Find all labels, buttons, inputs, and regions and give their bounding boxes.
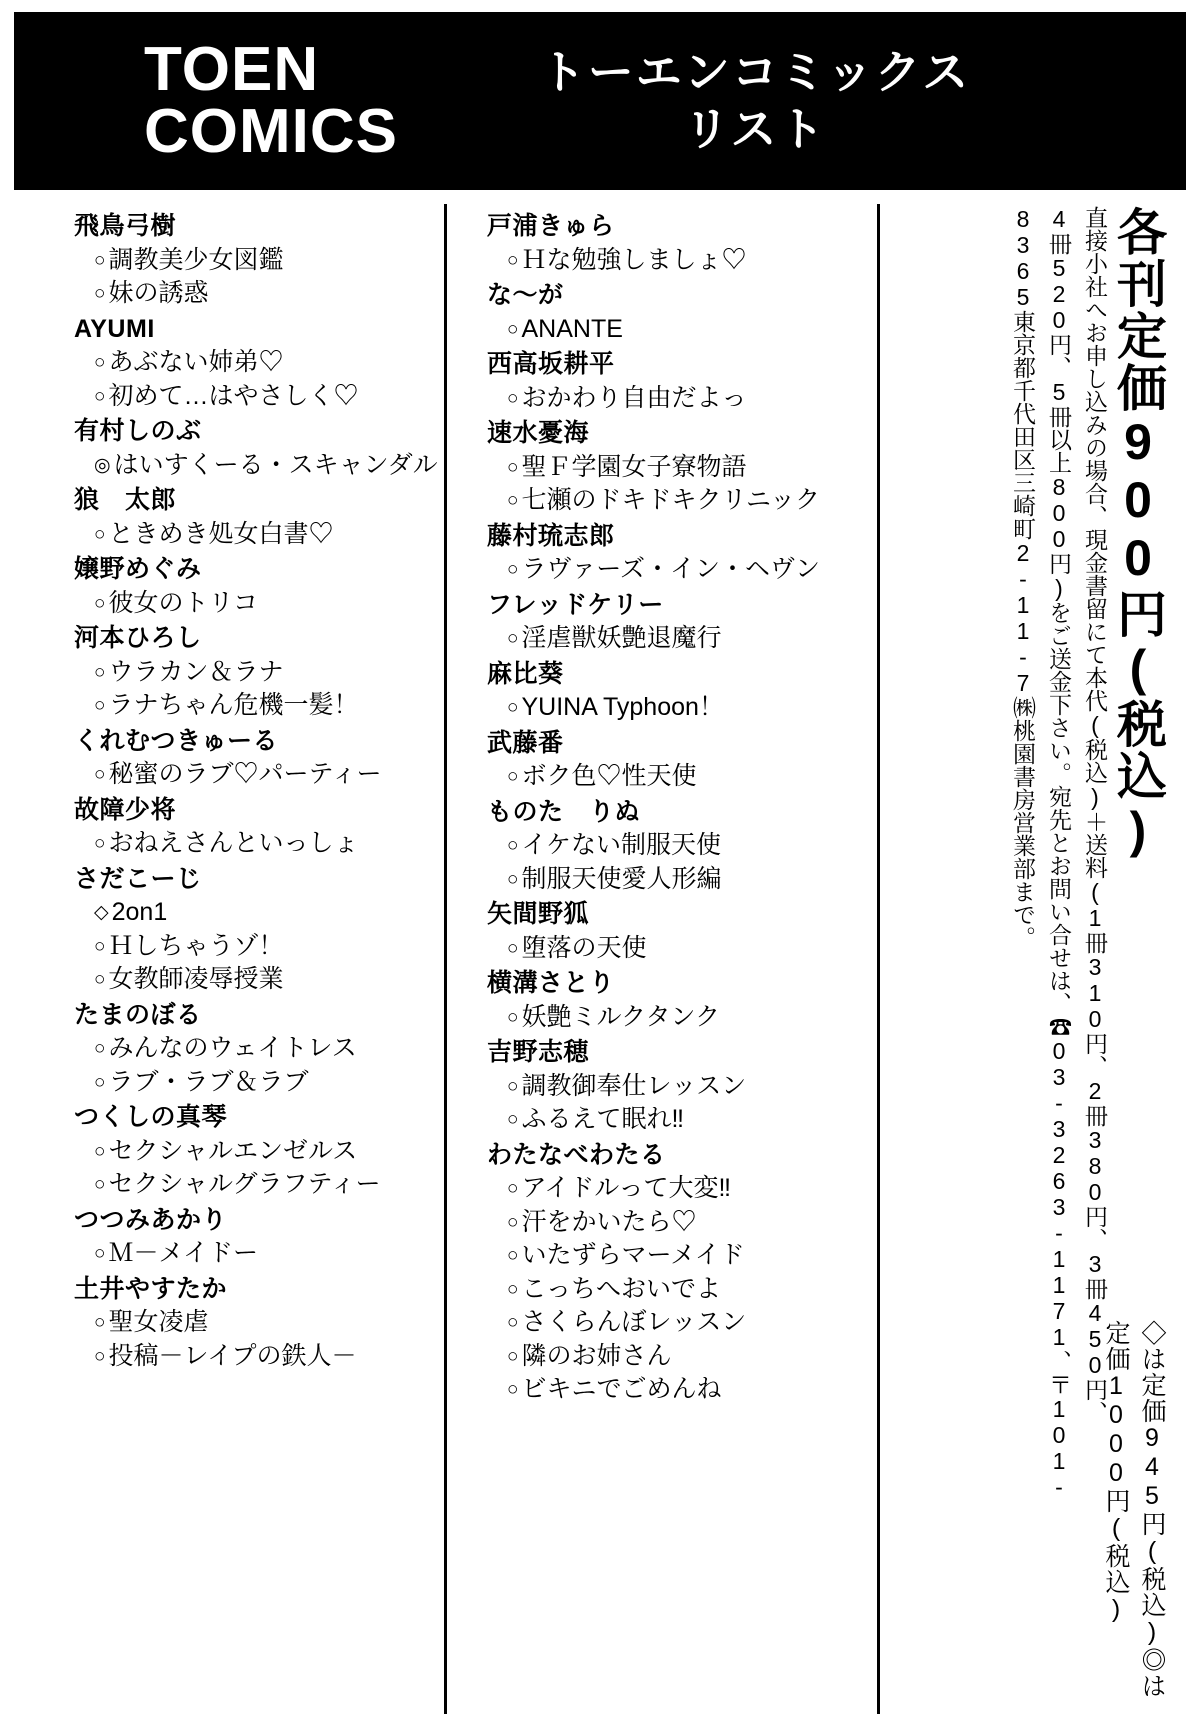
- book-title-text: 彼女のトリコ: [108, 588, 258, 617]
- price-mark-icon: ○: [507, 456, 519, 478]
- book-title-text: セクシャルグラフティー: [108, 1170, 381, 1198]
- price-mark-icon: ○: [94, 249, 106, 271]
- price-mark-icon: ○: [94, 833, 106, 854]
- price-mark-icon: ○: [507, 490, 519, 511]
- price-mark-icon: ○: [94, 385, 106, 407]
- book-title-item: [487, 1306, 877, 1340]
- author-name: フレッドケリー: [487, 590, 664, 619]
- price-mark-icon: ○: [94, 352, 106, 373]
- book-title-item: [74, 518, 444, 552]
- author-name: 嬢野めぐみ: [74, 555, 202, 583]
- book-title-item: [74, 380, 444, 414]
- catalog-column-2: [447, 200, 877, 1718]
- price-mark-icon: ○: [507, 1278, 519, 1300]
- ordering-notice: [880, 200, 1186, 1718]
- book-title-item: [487, 829, 877, 863]
- book-title-item: [487, 244, 877, 278]
- book-title-text: ラナちゃん危機一髪！: [108, 691, 359, 719]
- book-title-text: 投稿－レイプの鉄人－: [108, 1341, 357, 1370]
- book-title-text: 調教美少女図鑑: [108, 245, 284, 274]
- book-title-text: 聖女凌虐: [108, 1308, 209, 1336]
- book-title-item: [74, 896, 444, 930]
- book-title-text: おかわり自由だよっ: [521, 383, 747, 412]
- author-name: 武藤番: [487, 728, 564, 757]
- author-name: 速水憂海: [487, 419, 590, 447]
- book-title-text: 聖Ｆ学園女子寮物語: [521, 452, 747, 481]
- book-title-text: 隣のお姉さん: [521, 1341, 672, 1370]
- price-mark-icon: ○: [94, 523, 106, 545]
- price-mark-icon: ○: [507, 249, 519, 271]
- price-mark-icon: ○: [507, 559, 519, 580]
- book-title-text: こっちへおいでよ: [521, 1274, 721, 1303]
- book-title-text: Ｈしちゃうゾ！: [108, 931, 284, 960]
- book-title-item: [74, 1340, 444, 1374]
- book-title-text: 妹の誘惑: [108, 279, 209, 307]
- price-mark-icon: ○: [507, 1345, 519, 1367]
- price-mark-icon: ○: [94, 661, 106, 683]
- book-title-item: [74, 244, 444, 278]
- book-title-text: 女教師凌辱授業: [108, 965, 284, 993]
- book-title-item: [74, 1306, 444, 1340]
- price-mark-icon: ○: [507, 697, 519, 718]
- book-title-item: [74, 758, 444, 792]
- book-title-text: 制服天使愛人形編: [521, 864, 722, 893]
- book-title-text: はいすくーる・スキャンダル: [113, 450, 438, 479]
- author-name: 有村しのぶ: [74, 417, 202, 445]
- book-title-item: [74, 1032, 444, 1066]
- logo-line-2: COMICS: [144, 97, 398, 166]
- price-mark-icon: ○: [507, 318, 519, 340]
- page-title: [484, 44, 1186, 159]
- book-title-item: [74, 449, 444, 483]
- price-mark-icon: ○: [94, 764, 106, 785]
- book-title-item: [74, 1135, 444, 1169]
- price-mark-icon: ○: [507, 1245, 519, 1266]
- ordering-info-line-1: 直接小社へお申し込みの場合、現金書留にて本代(税込)＋送料(1冊310円、2冊380円、3冊450円、: [1082, 206, 1108, 1424]
- price-mark-icon: ○: [507, 1379, 519, 1400]
- book-title-item: [74, 587, 444, 621]
- price-headline: 各刊定価900円(税込): [1110, 206, 1166, 860]
- toen-comics-logo: [14, 35, 484, 166]
- book-title-text: 淫虐獣妖艶退魔行: [521, 624, 722, 652]
- book-title-text: ANANTE: [521, 314, 623, 343]
- book-title-item: [487, 1206, 877, 1240]
- logo-line-1: TOEN: [144, 35, 320, 104]
- book-title-item: [487, 1340, 877, 1374]
- book-title-text: Ｍ－メイドー: [108, 1239, 258, 1267]
- price-mark-icon: ○: [507, 1211, 519, 1233]
- book-title-item: [487, 484, 877, 518]
- price-mark-icon: ○: [507, 937, 519, 959]
- book-title-item: [74, 963, 444, 997]
- book-title-item: [74, 1168, 444, 1202]
- price-mark-icon: ○: [507, 628, 519, 649]
- price-mark-icon: ○: [507, 835, 519, 856]
- book-title-item: [487, 760, 877, 794]
- book-title-text: 調教御奉仕レッスン: [521, 1071, 747, 1100]
- book-title-item: [487, 1273, 877, 1307]
- author-name: さだこーじ: [74, 864, 202, 893]
- book-title-text: ときめき処女白書♡: [108, 519, 334, 548]
- book-title-text: さくらんぼレッスン: [521, 1308, 747, 1336]
- book-title-item: [487, 1103, 877, 1137]
- book-title-text: 汗をかいたら♡: [521, 1207, 697, 1236]
- author-name: 飛鳥弓樹: [74, 212, 177, 240]
- author-name: 狼 太郎: [74, 486, 177, 514]
- book-title-item: [487, 691, 877, 725]
- page-header: [14, 12, 1186, 190]
- book-title-item: [74, 1066, 444, 1100]
- book-title-text: 堕落の天使: [521, 933, 647, 962]
- price-mark-icon: ○: [507, 766, 519, 787]
- book-title-text: みんなのウェイトレス: [108, 1034, 357, 1062]
- book-title-text: イケない制服天使: [521, 831, 721, 859]
- price-mark-icon: ○: [94, 935, 106, 957]
- book-title-text: ふるえて眠れ‼: [521, 1105, 684, 1133]
- price-mark-icon: ○: [94, 1345, 106, 1367]
- price-footnote: ◇は定価945円(税込)◎は定価1000円(税込): [1102, 1320, 1166, 1699]
- price-mark-icon: ○: [94, 969, 106, 990]
- price-mark-icon: ◇: [94, 902, 109, 923]
- price-mark-icon: ○: [507, 1312, 519, 1333]
- book-title-text: ラヴァーズ・イン・ヘヴン: [521, 555, 820, 583]
- author-name: 藤村琉志郎: [487, 521, 615, 550]
- book-title-item: [487, 1001, 877, 1035]
- price-mark-icon: ○: [507, 1109, 519, 1130]
- author-name: つくしの真琴: [74, 1103, 228, 1131]
- book-title-text: アイドルって大変‼: [521, 1174, 731, 1202]
- book-title-item: [74, 346, 444, 380]
- book-title-text: ラブ・ラブ＆ラブ: [108, 1067, 309, 1096]
- ordering-info-line-3: 8365東京都千代田区三崎町2‐11‐7㈱桃園書房営業部まで。: [1010, 206, 1036, 949]
- price-mark-icon: ○: [94, 1174, 106, 1195]
- author-name: 河本ひろし: [74, 624, 202, 652]
- author-name: くれむつきゅーる: [74, 726, 279, 755]
- price-mark-icon: ○: [94, 592, 106, 614]
- book-title-item: [487, 1239, 877, 1273]
- book-title-text: いたずらマーメイド: [521, 1241, 745, 1269]
- price-mark-icon: ○: [94, 1243, 106, 1264]
- book-title-text: おねえさんといっしょ: [108, 829, 359, 857]
- book-title-item: [487, 863, 877, 897]
- book-title-text: セクシャルエンゼルス: [108, 1136, 358, 1165]
- author-name: 吉野志穂: [487, 1038, 590, 1066]
- book-title-item: [487, 1070, 877, 1104]
- author-name: 麻比葵: [487, 659, 564, 688]
- price-mark-icon: ○: [94, 1038, 106, 1059]
- book-title-item: [487, 382, 877, 416]
- author-name: AYUMI: [74, 314, 155, 343]
- price-mark-icon: ○: [94, 695, 106, 716]
- price-mark-icon: ○: [94, 1071, 106, 1093]
- author-name: 横溝さとり: [487, 969, 615, 997]
- price-mark-icon: ◎: [94, 454, 111, 476]
- book-title-item: [487, 1172, 877, 1206]
- book-title-item: [487, 1373, 877, 1407]
- author-name: な〜が: [487, 281, 564, 309]
- book-title-item: [74, 827, 444, 861]
- author-name: 西高坂耕平: [487, 350, 615, 378]
- author-name: 土井やすたか: [74, 1274, 228, 1303]
- book-title-text: 初めて…はやさしく♡: [108, 381, 359, 410]
- page-title-line-2: リスト: [683, 103, 827, 155]
- book-title-item: [74, 656, 444, 690]
- book-title-text: 妖艶ミルクタンク: [521, 1002, 720, 1031]
- page-title-line-1: トーエンコミックス: [539, 45, 971, 98]
- price-mark-icon: ○: [94, 283, 106, 304]
- book-title-text: Ｈな勉強しましょ♡: [521, 245, 747, 274]
- author-name: 故障少将: [74, 795, 177, 824]
- book-title-text: 秘蜜のラブ♡パーティー: [108, 760, 382, 788]
- book-title-text: YUINA Typhoon！: [521, 693, 724, 721]
- book-title-text: あぶない姉弟♡: [108, 348, 284, 376]
- book-title-item: [487, 622, 877, 656]
- price-mark-icon: ○: [507, 868, 519, 890]
- author-name: ものた りぬ: [487, 797, 641, 826]
- book-title-text: ボク色♡性天使: [521, 762, 697, 790]
- author-name: たまのぼる: [74, 1000, 202, 1029]
- price-mark-icon: ○: [507, 1178, 519, 1199]
- author-name: 戸浦きゅら: [487, 212, 615, 240]
- author-name: つつみあかり: [74, 1205, 228, 1234]
- catalog-body: [14, 200, 1186, 1718]
- book-title-text: ビキニでごめんね: [521, 1375, 722, 1403]
- book-title-item: [487, 313, 877, 347]
- author-name: わたなべわたる: [487, 1140, 666, 1169]
- book-title-item: [74, 930, 444, 964]
- book-title-item: [487, 451, 877, 485]
- book-title-text: 2on1: [111, 898, 168, 926]
- book-title-text: 七瀬のドキドキクリニック: [521, 486, 820, 514]
- book-title-item: [74, 277, 444, 311]
- book-title-item: [74, 689, 444, 723]
- author-name: 矢間野狐: [487, 900, 590, 928]
- price-mark-icon: ○: [94, 1312, 106, 1333]
- price-mark-icon: ○: [507, 387, 519, 409]
- book-title-text: ウラカン＆ラナ: [108, 657, 284, 686]
- price-mark-icon: ○: [94, 1140, 106, 1162]
- price-mark-icon: ○: [507, 1075, 519, 1097]
- catalog-column-1: [14, 200, 444, 1718]
- ordering-info-line-2: 4冊520円、5冊以上800円)をご送金下さい。宛先とお問い合せは、☎03‐3263‐1171、〒101‐: [1046, 206, 1072, 1500]
- book-title-item: [487, 932, 877, 966]
- book-title-item: [487, 553, 877, 587]
- price-mark-icon: ○: [507, 1006, 519, 1028]
- book-title-item: [74, 1237, 444, 1271]
